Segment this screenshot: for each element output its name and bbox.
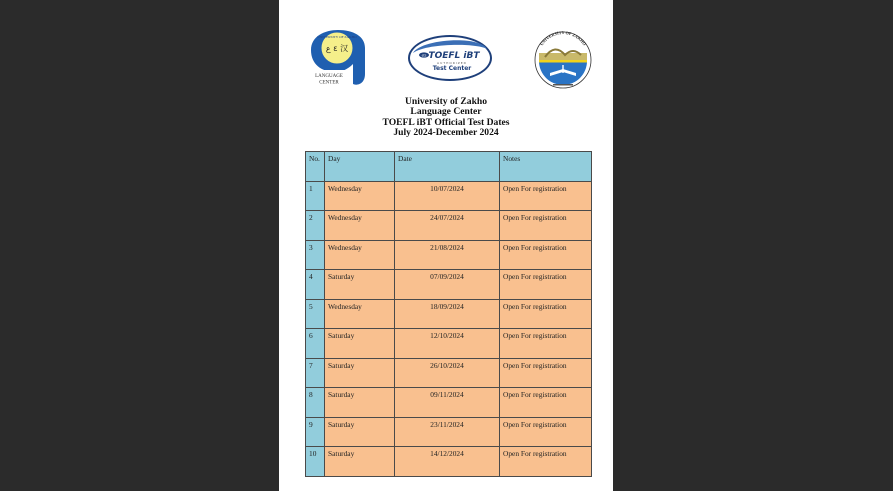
cell-date: 07/09/2024 bbox=[395, 270, 500, 300]
cell-date: 21/08/2024 bbox=[395, 240, 500, 270]
cell-notes: Open For registration bbox=[500, 358, 592, 388]
cell-date: 10/07/2024 bbox=[395, 181, 500, 211]
cell-date: 24/07/2024 bbox=[395, 211, 500, 241]
cell-day: Saturday bbox=[325, 388, 395, 418]
table-row bbox=[306, 329, 592, 359]
cell-day: Saturday bbox=[325, 270, 395, 300]
cell-notes: Open For registration bbox=[500, 240, 592, 270]
cell-day: Wednesday bbox=[325, 240, 395, 270]
cell-no: 9 bbox=[306, 417, 325, 447]
cell-day: Saturday bbox=[325, 329, 395, 359]
cell-no: 7 bbox=[306, 358, 325, 388]
svg-text:UNIVERSITY OF ZAKHO: UNIVERSITY OF ZAKHO bbox=[538, 31, 588, 47]
cell-date: 18/09/2024 bbox=[395, 299, 500, 329]
cell-notes: Open For registration bbox=[500, 447, 592, 477]
cell-date: 14/12/2024 bbox=[395, 447, 500, 477]
svg-text:ع ε 汉: ع ε 汉 bbox=[325, 44, 349, 53]
cell-day: Wednesday bbox=[325, 211, 395, 241]
cell-no: 4 bbox=[306, 270, 325, 300]
svg-text:TOEFL iBT: TOEFL iBT bbox=[428, 51, 480, 61]
title-university: University of Zakho bbox=[404, 96, 488, 107]
title-language-center: Language Center bbox=[410, 106, 482, 118]
document-title-block bbox=[279, 97, 613, 139]
table-row bbox=[306, 240, 592, 270]
svg-text:ets: ets bbox=[421, 53, 427, 58]
cell-no: 1 bbox=[306, 181, 325, 211]
cell-date: 23/11/2024 bbox=[395, 417, 500, 447]
cell-date: 26/10/2024 bbox=[395, 358, 500, 388]
table-header-row bbox=[306, 152, 592, 182]
svg-text:Test Center: Test Center bbox=[432, 65, 472, 72]
cell-day: Wednesday bbox=[325, 299, 395, 329]
cell-no: 2 bbox=[306, 211, 325, 241]
cell-date: 09/11/2024 bbox=[395, 388, 500, 418]
cell-no: 5 bbox=[306, 299, 325, 329]
cell-no: 3 bbox=[306, 240, 325, 270]
title-test-dates: TOEFL iBT Official Test Dates bbox=[382, 116, 510, 128]
header-notes: Notes bbox=[500, 152, 592, 182]
toefl-authorized-test-center-logo bbox=[407, 33, 493, 83]
header-no: No. bbox=[306, 152, 325, 182]
header-day: Day bbox=[325, 152, 395, 182]
language-center-logo bbox=[303, 28, 373, 88]
table-row bbox=[306, 358, 592, 388]
cell-no: 10 bbox=[306, 447, 325, 477]
cell-day: Saturday bbox=[325, 417, 395, 447]
university-of-zakho-logo bbox=[525, 31, 601, 91]
table-row bbox=[306, 299, 592, 329]
table-row bbox=[306, 447, 592, 477]
table-row bbox=[306, 417, 592, 447]
cell-notes: Open For registration bbox=[500, 329, 592, 359]
svg-text:CENTER: CENTER bbox=[319, 80, 339, 86]
header-date: Date bbox=[395, 152, 500, 182]
cell-notes: Open For registration bbox=[500, 211, 592, 241]
cell-no: 6 bbox=[306, 329, 325, 359]
document-page bbox=[279, 0, 613, 491]
table-row bbox=[306, 211, 592, 241]
cell-notes: Open For registration bbox=[500, 299, 592, 329]
cell-day: Wednesday bbox=[325, 181, 395, 211]
test-dates-table bbox=[305, 151, 592, 477]
cell-day: Saturday bbox=[325, 447, 395, 477]
table-row bbox=[306, 270, 592, 300]
table-row bbox=[306, 181, 592, 211]
svg-text:AUTHORIZED: AUTHORIZED bbox=[437, 61, 467, 65]
title-period: July 2024-December 2024 bbox=[393, 127, 499, 139]
cell-notes: Open For registration bbox=[500, 181, 592, 211]
cell-notes: Open For registration bbox=[500, 417, 592, 447]
table-row bbox=[306, 388, 592, 418]
cell-no: 8 bbox=[306, 388, 325, 418]
cell-date: 12/10/2024 bbox=[395, 329, 500, 359]
svg-text:LANGUAGE: LANGUAGE bbox=[315, 74, 343, 79]
svg-text:UNIVERSITY OF ZAKHO: UNIVERSITY OF ZAKHO bbox=[317, 35, 357, 39]
cell-notes: Open For registration bbox=[500, 388, 592, 418]
cell-notes: Open For registration bbox=[500, 270, 592, 300]
cell-day: Saturday bbox=[325, 358, 395, 388]
